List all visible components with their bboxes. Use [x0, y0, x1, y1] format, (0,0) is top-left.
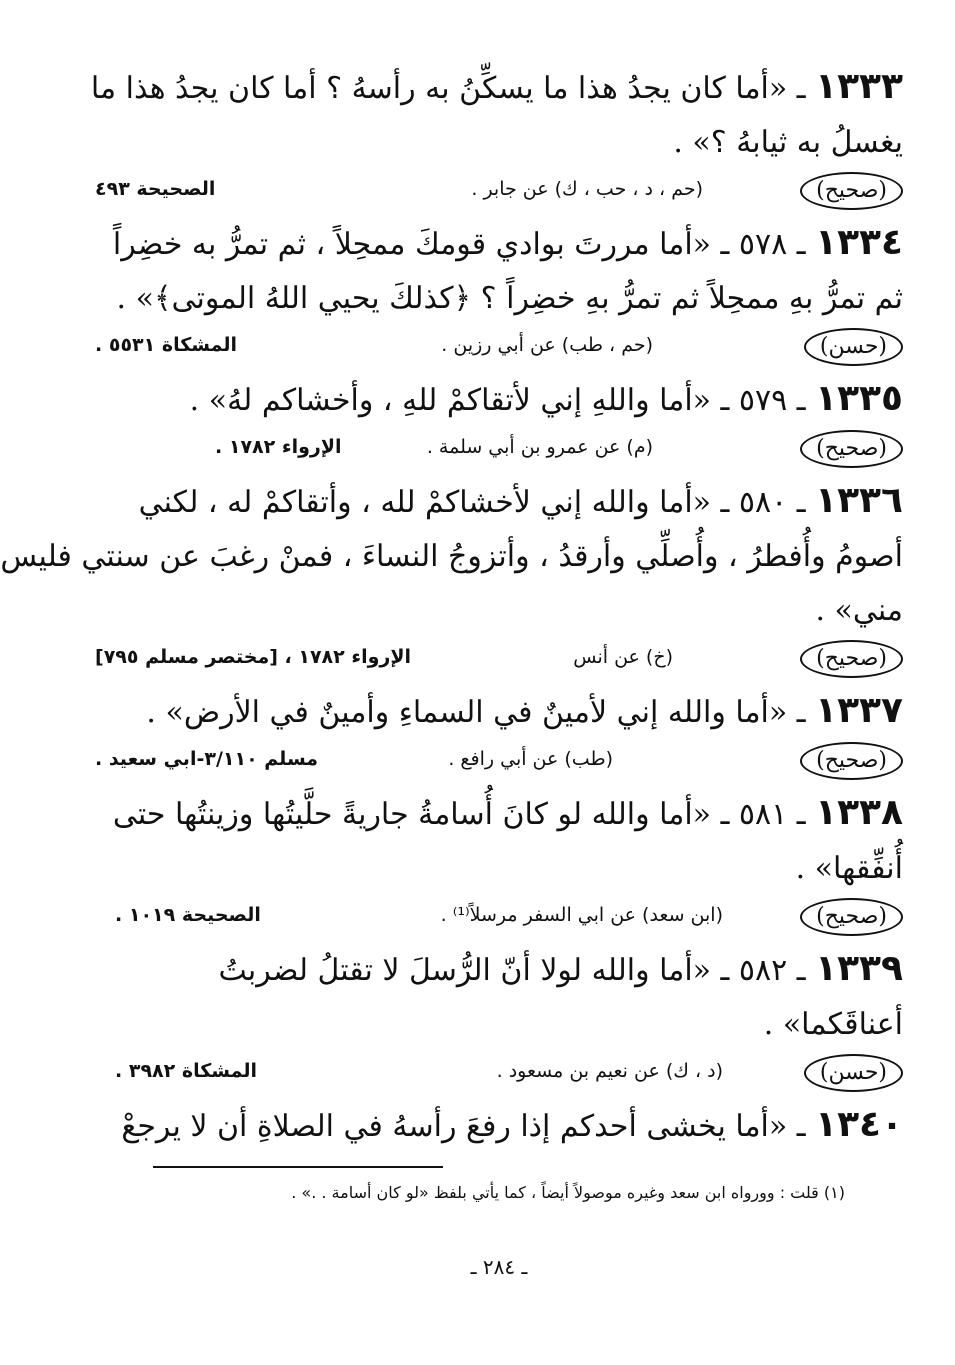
- hadith-entry: [90, 60, 903, 216]
- hadith-text-line: أُنفِّقها» .: [795, 851, 903, 886]
- reference: الإرواء ١٧٨٢ .: [215, 436, 342, 458]
- hadith-text-line: ١٣٣٣ ـ «أما كان يجدُ هذا ما يسكِّنُ به رأسهُ ؟ أما كان يجدُ هذا ما: [90, 66, 903, 107]
- hadith-entry: [95, 684, 903, 786]
- grading-row: [95, 326, 903, 372]
- entry-number: ١٣٣٣: [815, 66, 903, 107]
- source-citation: (خ) عن أنس: [573, 646, 673, 668]
- hadith-entry: [95, 786, 903, 942]
- footnote-divider: [153, 1166, 443, 1168]
- entry-number: ١٣٣٨: [815, 792, 903, 833]
- grade-label: (حسن): [804, 1054, 903, 1092]
- grade-label: (صحيح): [800, 172, 903, 210]
- hadith-entry: [95, 372, 903, 474]
- entry-number: ١٣٣٥: [815, 378, 903, 419]
- hadith-entry: [95, 216, 903, 372]
- hadith-entry: [95, 942, 903, 1098]
- grade-label: (صحيح): [800, 742, 903, 780]
- hadith-entry: [95, 1098, 903, 1154]
- source-citation: (طب) عن أبي رافع .: [448, 748, 613, 770]
- hadith-text-line: ١٣٣٥ ـ ٥٧٩ ـ «أما واللهِ إني لأتقاكمْ للهِ ، وأخشاكم لهُ» .: [189, 378, 903, 419]
- reference: المشكاة ٣٩٨٢ .: [115, 1060, 257, 1082]
- hadith-text-line: ١٣٤٠ ـ «أما يخشى أحدكم إذا رفعَ رأسهُ في الصلاةِ أن لا يرجعْ: [121, 1104, 903, 1145]
- hadith-text-line: ١٣٣٩ ـ ٥٨٢ ـ «أما والله لولا أنّ الرُّسلَ لا تقتلُ لضربتُ: [218, 948, 903, 989]
- hadith-text-line: ١٣٣٧ ـ «أما والله إني لأمينٌ في السماءِ وأمينٌ في الأرض» .: [146, 690, 903, 731]
- entry-number: ١٣٣٤: [815, 222, 903, 263]
- source-citation: (حم ، طب) عن أبي رزين .: [441, 334, 653, 356]
- source-citation: (م) عن عمرو بن أبي سلمة .: [426, 436, 653, 458]
- hadith-text-line: ١٣٣٨ ـ ٥٨١ ـ «أما والله لو كانَ أُسامةُ جاريةً حلَّيتُها وزينتُها حتى: [112, 792, 903, 833]
- entry-number: ١٣٣٩: [815, 948, 903, 989]
- grade-label: (صحيح): [800, 640, 903, 678]
- hadith-text-line: مني» .: [815, 593, 903, 628]
- hadith-text-line: ثم تمرُّ بهِ ممحِلاً ثم تمرُّ بهِ خضِراً ؟ ﴿كذلكَ يحيي اللهُ الموتى﴾» .: [116, 281, 903, 316]
- grade-label: (حسن): [804, 328, 903, 366]
- reference: الصحيحة ٤٩٣: [95, 178, 216, 200]
- grading-row: [95, 428, 903, 474]
- page-body: [0, 60, 903, 1154]
- hadith-entry: [0, 474, 903, 684]
- source-citation: (ابن سعد) عن ابي السفر مرسلاً⁽¹⁾ .: [440, 904, 723, 926]
- grading-row: [95, 170, 903, 216]
- grading-row: [95, 740, 903, 786]
- page-number: ـ ٢٨٤ ـ: [470, 1255, 528, 1279]
- grade-label: (صحيح): [800, 898, 903, 936]
- entry-number: ١٣٤٠: [815, 1104, 903, 1145]
- grading-row: [95, 896, 903, 942]
- entry-number: ١٣٣٦: [815, 480, 903, 521]
- grading-row: [95, 638, 903, 684]
- reference: الإرواء ١٧٨٢ ، [مختصر مسلم ٧٩٥]: [95, 646, 411, 668]
- hadith-text-line: ١٣٣٤ ـ ٥٧٨ ـ «أما مررتَ بوادي قومكَ ممحِلاً ، ثم تمرُّ به خضِراً: [112, 222, 903, 263]
- hadith-text-line: أصومُ وأُفطرُ ، وأُصلِّي وأرقدُ ، وأتزوجُ النساءَ ، فمنْ رغبَ عن سنتي فليس: [0, 539, 903, 574]
- grading-row: [95, 1052, 903, 1098]
- reference: مسلم ٣/١١٠-ابي سعيد .: [95, 748, 319, 770]
- hadith-text-line: ١٣٣٦ ـ ٥٨٠ ـ «أما والله إني لأخشاكمْ لله ، وأتقاكمْ له ، لكني: [138, 480, 903, 521]
- source-citation: (د ، ك) عن نعيم بن مسعود .: [496, 1060, 723, 1082]
- hadith-text-line: أعناقَكما» .: [763, 1007, 903, 1042]
- reference: الصحيحة ١٠١٩ .: [115, 904, 261, 926]
- source-citation: (حم ، د ، حب ، ك) عن جابر .: [471, 178, 703, 200]
- reference: المشكاة ٥٥٣١ .: [95, 334, 237, 356]
- hadith-text-line: يغسلُ به ثيابهُ ؟» .: [673, 125, 903, 160]
- footnote: (١) قلت : وورواه ابن سعد وغيره موصولاً أيضاً ، كما يأتي بلفظ «لو كان أسامة . .» .: [291, 1183, 845, 1202]
- entry-number: ١٣٣٧: [815, 690, 903, 731]
- grade-label: (صحيح): [800, 430, 903, 468]
